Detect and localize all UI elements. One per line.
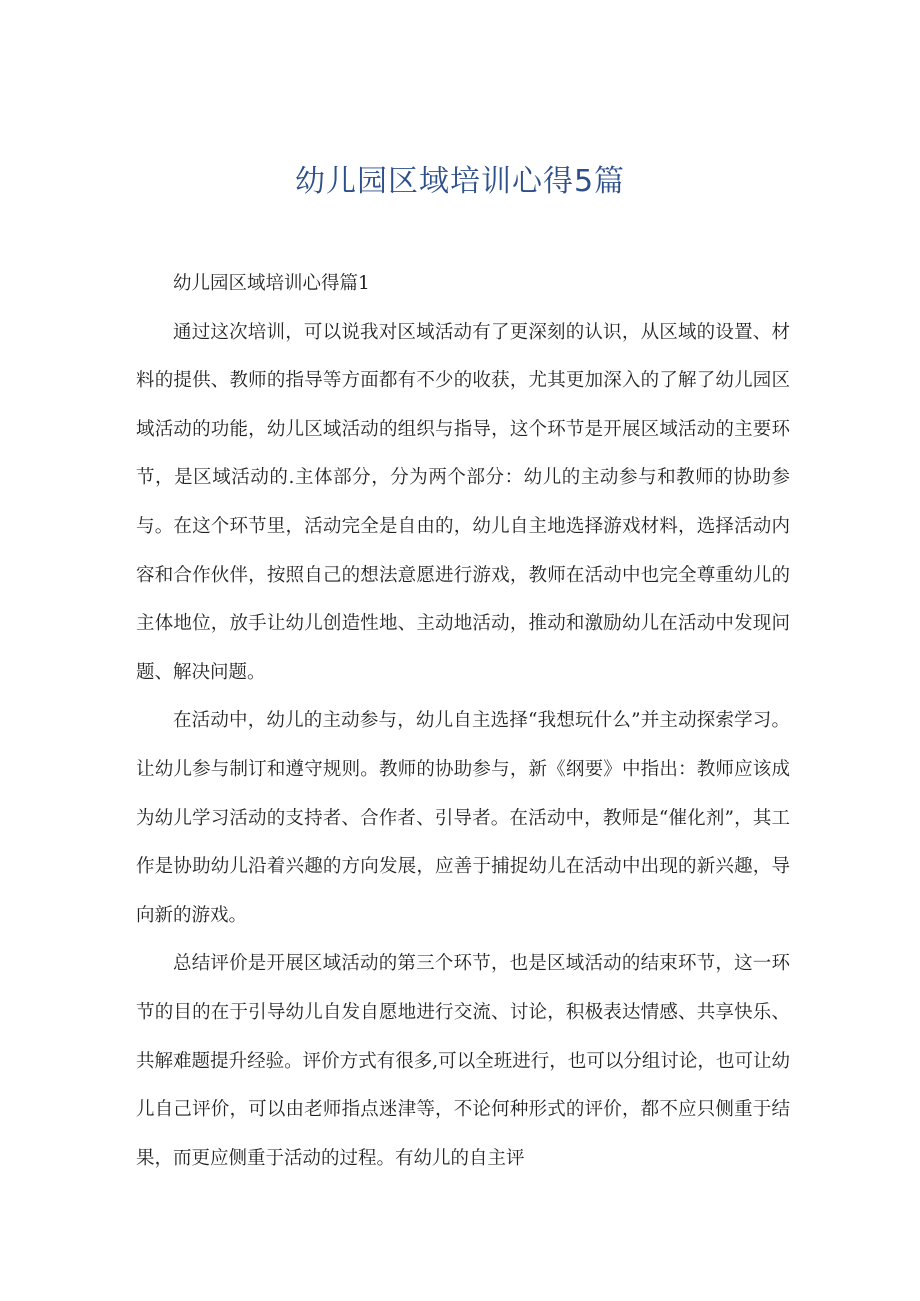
paragraph-1: 通过这次培训，可以说我对区域活动有了更深刻的认识，从区域的设置、材料的提供、教师的指导等方面都有不少的收获，尤其更加深入的了解了幼儿园区域活动的功能，幼儿区域活动的组织与指导，这个环节是开展区域活动的主要环节，是区域活动的.主体部分，分为两个部分：幼儿的主动参与和教师的协助参与。在这个环节里，活动完全是自由的，幼儿自主地选择游戏材料，选择活动内容和合作伙伴，按照自己的想法意愿进行游戏，教师在活动中也完全尊重幼儿的主体地位，放手让幼儿创造性地、主动地活动，推动和激励幼儿在活动中发现问题、解决问题。 [136,321,790,683]
section-heading: 幼儿园区域培训心得篇1 [173,273,370,294]
document-body [136,260,790,1183]
paragraph-3: 总结评价是开展区域活动的第三个环节，也是区域活动的结束环节，这一环节的目的在于引导幼儿自发自愿地进行交流、讨论，积极表达情感、共享快乐、共解难题提升经验。评价方式有很多,可以全班进行，也可以分组讨论，也可让幼儿自己评价，可以由老师指点迷津等，不论何种形式的评价，都不应只侧重于结果，而更应侧重于活动的过程。有幼儿的自主评 [136,953,790,1169]
document-title: 幼儿园区域培训心得5篇 [294,164,626,199]
paragraph-2: 在活动中，幼儿的主动参与，幼儿自主选择“我想玩什么”并主动探索学习。让幼儿参与制订和遵守规则。教师的协助参与，新《纲要》中指出：教师应该成为幼儿学习活动的支持者、合作者、引导者。在活动中，教师是“催化剂”，其工作是协助幼儿沿着兴趣的方向发展，应善于捕捉幼儿在活动中出现的新兴趣，导向新的游戏。 [136,710,790,926]
